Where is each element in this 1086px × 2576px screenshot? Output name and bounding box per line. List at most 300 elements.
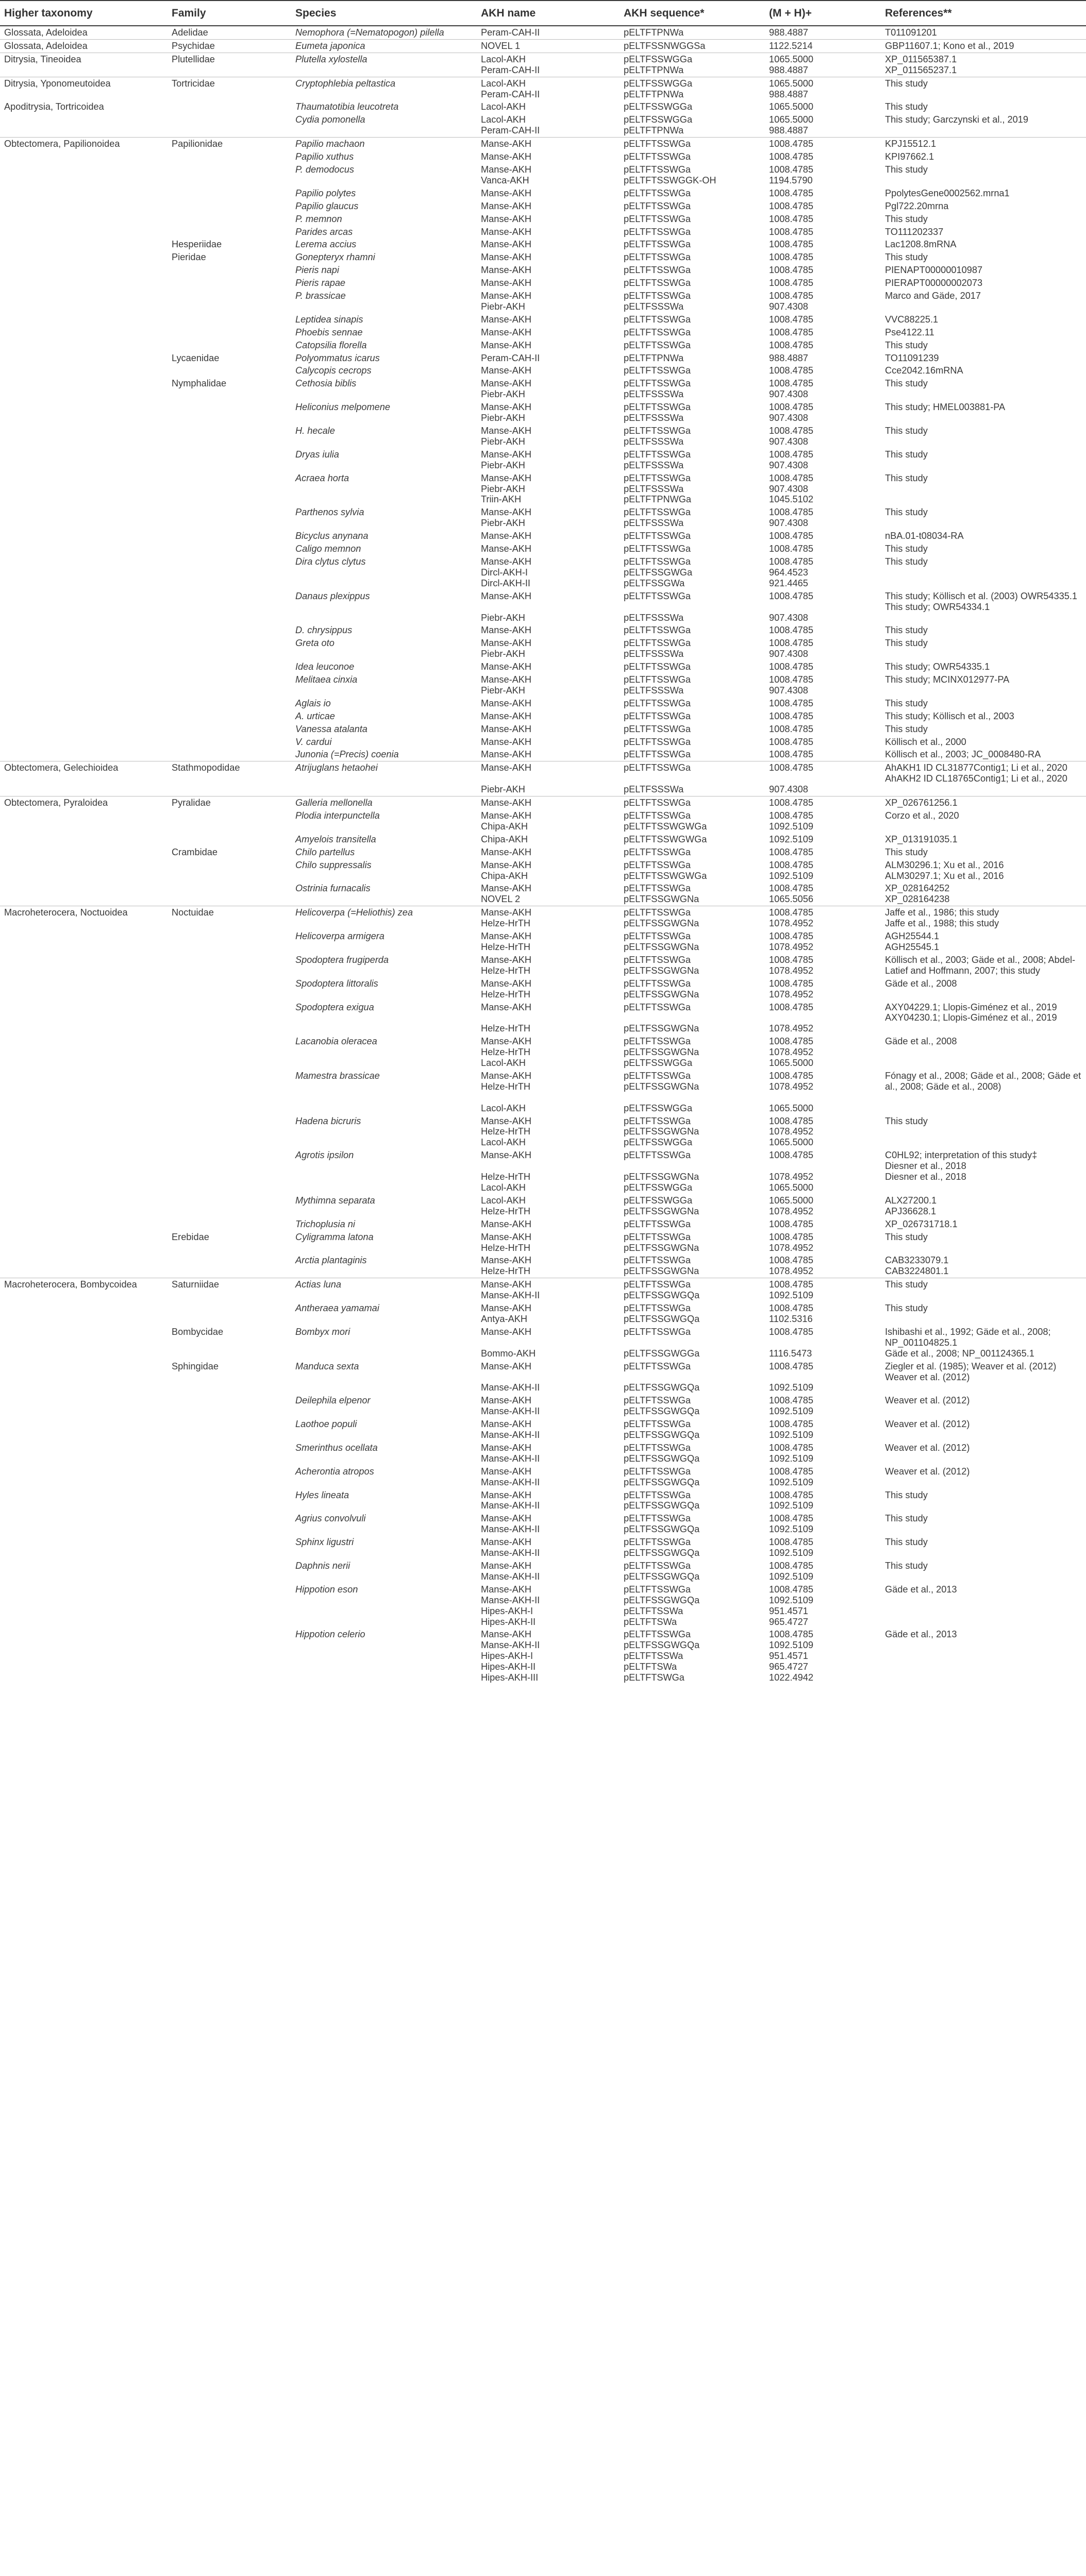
cell-species: Aglais io bbox=[295, 698, 331, 708]
cell-mass: 1008.4785 1092.5109 bbox=[769, 810, 813, 832]
cell-mass: 1008.4785 1078.4952 1065.5000 bbox=[769, 1036, 813, 1069]
cell-taxonomy: Macroheterocera, Bombycoidea bbox=[0, 1278, 168, 1302]
cell-taxonomy bbox=[0, 1070, 168, 1115]
cell-family bbox=[168, 187, 291, 200]
cell-taxonomy bbox=[0, 1583, 168, 1629]
cell-akh-name: Manse-AKH Dircl-AKH-I Dircl-AKH-II bbox=[481, 556, 532, 588]
cell-akh-name: Manse-AKH bbox=[481, 278, 532, 289]
table-row bbox=[0, 1442, 1086, 1465]
cell-taxonomy bbox=[0, 846, 168, 859]
table-row bbox=[0, 954, 1086, 977]
cell-mass: 1008.4785 1092.5109 bbox=[769, 1466, 813, 1487]
cell-family bbox=[168, 425, 291, 448]
cell-family bbox=[168, 710, 291, 723]
cell-taxonomy bbox=[0, 277, 168, 290]
cell-species: Galleria mellonella bbox=[291, 796, 477, 809]
cell-taxonomy: Obtectomera, Pyraloidea bbox=[0, 796, 168, 809]
table-row bbox=[0, 277, 1086, 290]
cell-mass: 1065.5000 988.4887 bbox=[769, 114, 813, 136]
cell-references: This study bbox=[885, 1537, 928, 1548]
cell-species: Danaus plexippus bbox=[295, 590, 370, 601]
cell-akh-sequence: pELTFTSSWGa pELTFSSGWGNa bbox=[624, 1002, 699, 1034]
cell-family: Pyralidae bbox=[168, 796, 291, 809]
cell-akh-sequence: pELTFTSSWGa pELTFSSGWGQa bbox=[624, 1419, 700, 1440]
cell-references: This study bbox=[885, 556, 928, 567]
cell-taxonomy bbox=[0, 697, 168, 710]
table-row bbox=[0, 1394, 1086, 1418]
cell-species: Junonia (=Precis) coenia bbox=[295, 749, 399, 760]
cell-akh-name: Manse-AKH bbox=[481, 239, 532, 250]
cell-akh-name: Manse-AKH Manse-AKH-II bbox=[481, 1537, 540, 1558]
cell-references: This study bbox=[885, 1231, 928, 1242]
cell-taxonomy bbox=[0, 326, 168, 339]
cell-taxonomy bbox=[0, 264, 168, 277]
cell-family bbox=[168, 697, 291, 710]
cell-taxonomy bbox=[0, 313, 168, 326]
cell-species: D. chrysippus bbox=[295, 625, 353, 636]
table-row bbox=[0, 326, 1086, 339]
table-row bbox=[0, 796, 1086, 809]
table-row bbox=[0, 1302, 1086, 1326]
cell-references: ALM30296.1; Xu et al., 2016 ALM30297.1; Xu et al., 2016 bbox=[885, 859, 1004, 881]
cell-family: Sphingidae bbox=[172, 1361, 219, 1371]
cell-references: TO111202337 bbox=[885, 226, 944, 237]
cell-taxonomy bbox=[0, 472, 168, 506]
cell-species: Hyles lineata bbox=[295, 1489, 349, 1500]
cell-taxonomy bbox=[0, 200, 168, 213]
cell-references: Cce2042.16mRNA bbox=[885, 365, 963, 376]
cell-akh-name: Manse-AKH bbox=[481, 213, 532, 224]
cell-family bbox=[168, 882, 291, 906]
cell-family: Nymphalidae bbox=[172, 378, 227, 389]
cell-references: This study bbox=[885, 1561, 928, 1571]
cell-akh-name: Manse-AKH Vanca-AKH bbox=[481, 164, 532, 185]
cell-references: This study; OWR54335.1 bbox=[885, 662, 990, 672]
cell-family bbox=[168, 1149, 291, 1194]
cell-mass: 1008.4785 1194.5790 bbox=[769, 164, 813, 185]
cell-taxonomy: Glossata, Adeloidea bbox=[0, 39, 168, 53]
cell-species: Eumeta japonica bbox=[291, 39, 477, 53]
cell-species: Papilio glaucus bbox=[295, 200, 359, 211]
cell-family bbox=[168, 313, 291, 326]
cell-species: P. demodocus bbox=[295, 164, 354, 175]
cell-taxonomy bbox=[0, 736, 168, 749]
cell-akh-sequence: pELTFTSSWGa bbox=[624, 531, 691, 541]
cell-mass: 1008.4785 1092.5109 bbox=[765, 1278, 881, 1302]
table-row bbox=[0, 882, 1086, 906]
cell-species: Amyelois transitella bbox=[295, 834, 376, 844]
cell-family bbox=[168, 660, 291, 673]
cell-references: This study bbox=[885, 449, 928, 460]
table-row bbox=[0, 543, 1086, 555]
cell-mass: 1008.4785 1078.4952 bbox=[765, 906, 881, 930]
cell-references: This study bbox=[885, 846, 928, 857]
cell-akh-name: Manse-AKH bbox=[481, 365, 532, 376]
cell-family bbox=[168, 226, 291, 239]
cell-species: Heliconius melpomene bbox=[295, 402, 390, 413]
cell-mass: 1065.5000 bbox=[769, 101, 813, 112]
cell-species: Acherontia atropos bbox=[295, 1466, 374, 1477]
cell-akh-sequence: pELTFTSSWGa pELTFSSSWa bbox=[624, 590, 691, 623]
cell-references: Weaver et al. (2012) bbox=[885, 1395, 970, 1406]
cell-akh-name: Manse-AKH Manse-AKH-II Hipes-AKH-I Hipes-AKH-II Hipes-AKH-III bbox=[481, 1629, 540, 1683]
cell-akh-name: Manse-AKH bbox=[481, 327, 532, 337]
cell-akh-sequence: pELTFTSSWGa pELTFSSSWa bbox=[624, 378, 691, 400]
cell-akh-sequence: pELTFTSSWGa bbox=[624, 265, 691, 276]
cell-mass: 1008.4785 bbox=[769, 365, 813, 376]
header-taxonomy: Higher taxonomy bbox=[0, 1, 168, 26]
cell-references: Pgl722.20mrna bbox=[885, 200, 949, 211]
cell-mass: 1008.4785 1092.5109 bbox=[769, 1419, 813, 1440]
cell-akh-name: Manse-AKH bbox=[481, 314, 532, 325]
cell-references: Weaver et al. (2012) bbox=[885, 1442, 970, 1453]
cell-references: Gäde et al., 2008 bbox=[885, 978, 957, 989]
cell-family bbox=[168, 264, 291, 277]
cell-family bbox=[168, 448, 291, 472]
cell-akh-name: Manse-AKH Helze-HrTH bbox=[481, 954, 532, 976]
cell-akh-sequence: pELTFTSSWGa pELTFSSGWGNa pELTFSSWGGa bbox=[624, 1036, 699, 1069]
cell-akh-sequence: pELTFTSSWGa pELTFSSGWGNa bbox=[624, 883, 699, 905]
cell-taxonomy bbox=[0, 882, 168, 906]
cell-mass: 1008.4785 1078.4952 1065.5000 bbox=[769, 1070, 813, 1113]
cell-references: This study bbox=[885, 1489, 928, 1500]
cell-species: Antheraea yamamai bbox=[295, 1303, 379, 1314]
cell-akh-name: Manse-AKH Helze-HrTH Lacol-AKH bbox=[481, 1150, 532, 1193]
cell-akh-sequence: pELTFSSWGGa pELTFTPNWa bbox=[624, 114, 693, 136]
cell-akh-name: Manse-AKH Piebr-AKH bbox=[481, 378, 532, 400]
table-row bbox=[0, 833, 1086, 846]
cell-akh-name: Lacol-AKH Peram-CAH-II bbox=[477, 53, 620, 77]
cell-references: PIENAPT00000010987 bbox=[885, 265, 983, 276]
cell-family bbox=[168, 339, 291, 352]
cell-akh-sequence: pELTFTSSWGa pELTFSSSWa bbox=[624, 426, 691, 447]
table-row bbox=[0, 1536, 1086, 1560]
table-header bbox=[0, 1, 1086, 26]
cell-akh-name: Manse-AKH bbox=[481, 736, 532, 747]
cell-family bbox=[168, 1628, 291, 1684]
cell-family bbox=[168, 1560, 291, 1583]
cell-species: Dryas iulia bbox=[295, 449, 339, 460]
cell-taxonomy bbox=[0, 113, 168, 137]
cell-taxonomy bbox=[0, 555, 168, 590]
cell-akh-name: Manse-AKH Piebr-AKH bbox=[481, 402, 532, 423]
cell-mass: 1008.4785 1078.4952 1065.5000 bbox=[769, 1115, 813, 1148]
cell-mass: 1008.4785 907.4308 bbox=[769, 291, 813, 312]
cell-family bbox=[168, 1583, 291, 1629]
cell-akh-name: Manse-AKH Piebr-AKH bbox=[481, 291, 532, 312]
cell-taxonomy bbox=[0, 624, 168, 637]
table-row bbox=[0, 401, 1086, 425]
cell-family bbox=[168, 1394, 291, 1418]
table-row bbox=[0, 339, 1086, 352]
cell-taxonomy bbox=[0, 1218, 168, 1231]
cell-taxonomy: Apoditrysia, Tortricoidea bbox=[4, 101, 104, 112]
cell-akh-name: Manse-AKH Manse-AKH-II bbox=[481, 1419, 540, 1440]
cell-family bbox=[168, 859, 291, 883]
cell-taxonomy bbox=[0, 448, 168, 472]
cell-akh-name: Manse-AKH Helze-HrTH bbox=[481, 1231, 532, 1253]
cell-akh-name: Manse-AKH Manse-AKH-II bbox=[481, 1361, 540, 1393]
cell-references: Corzo et al., 2020 bbox=[885, 810, 959, 821]
cell-taxonomy bbox=[0, 673, 168, 697]
cell-family: Erebidae bbox=[172, 1231, 209, 1242]
cell-akh-sequence: pELTFTSSWGa bbox=[624, 1218, 691, 1229]
cell-family bbox=[168, 213, 291, 226]
cell-akh-sequence: pELTFTSSWGa bbox=[624, 662, 691, 672]
table-row bbox=[0, 1254, 1086, 1278]
cell-references: CAB3233079.1 CAB3224801.1 bbox=[885, 1255, 949, 1277]
cell-akh-sequence: pELTFTSSWGa bbox=[624, 698, 691, 708]
cell-references: Gäde et al., 2008 bbox=[885, 1036, 957, 1047]
cell-taxonomy bbox=[0, 1418, 168, 1442]
cell-akh-sequence: pELTFTSSWGa pELTFSSGWGNa pELTFSSWGGa bbox=[624, 1150, 699, 1193]
table-row bbox=[0, 264, 1086, 277]
cell-references: This study bbox=[881, 77, 1086, 100]
table-row bbox=[0, 163, 1086, 187]
cell-species: Agrius convolvuli bbox=[295, 1513, 366, 1524]
cell-references: This study bbox=[885, 252, 928, 263]
cell-akh-sequence: pELTFTSSWGa pELTFSSGWGQa bbox=[624, 1489, 700, 1511]
cell-references: Weaver et al. (2012) bbox=[885, 1466, 970, 1477]
cell-mass: 1008.4785 1092.5109 bbox=[769, 1442, 813, 1464]
cell-references: PIERAPT00000002073 bbox=[885, 278, 983, 289]
cell-taxonomy bbox=[0, 187, 168, 200]
cell-akh-name: Peram-CAH-II bbox=[477, 26, 620, 39]
cell-akh-name: Manse-AKH bbox=[481, 698, 532, 708]
cell-family bbox=[168, 1489, 291, 1513]
cell-akh-name: Manse-AKH Chipa-AKH bbox=[481, 810, 532, 832]
cell-akh-name: Manse-AKH Piebr-AKH bbox=[481, 507, 532, 529]
cell-species: Melitaea cinxia bbox=[295, 674, 358, 685]
cell-species: Lerema accius bbox=[295, 239, 357, 250]
cell-taxonomy bbox=[0, 1001, 168, 1036]
cell-akh-sequence: pELTFTSSWGa bbox=[624, 544, 691, 554]
cell-akh-sequence: pELTFTSSWGa pELTFSSGWGQa bbox=[624, 1395, 700, 1417]
cell-species: Parthenos sylvia bbox=[295, 507, 364, 518]
cell-taxonomy bbox=[0, 1628, 168, 1684]
cell-akh-sequence: pELTFTSSWGa pELTFSSSWa bbox=[624, 638, 691, 659]
cell-species: Acraea horta bbox=[295, 472, 349, 483]
cell-family bbox=[168, 1254, 291, 1278]
cell-species: V. cardui bbox=[295, 736, 332, 747]
table-row bbox=[0, 251, 1086, 264]
cell-akh-sequence: pELTFTPNWa bbox=[620, 26, 765, 39]
cell-mass: 1008.4785 bbox=[769, 213, 813, 224]
cell-family bbox=[168, 530, 291, 543]
cell-mass: 1008.4785 1078.4952 1065.5000 bbox=[769, 1150, 813, 1193]
cell-references: XP_013191035.1 bbox=[885, 834, 958, 844]
cell-akh-sequence: pELTFTSSWGa pELTFSSGWGQa bbox=[624, 1537, 700, 1558]
cell-akh-name: Manse-AKH Piebr-AKH bbox=[481, 449, 532, 470]
cell-taxonomy bbox=[0, 723, 168, 736]
table-row bbox=[0, 660, 1086, 673]
cell-taxonomy bbox=[0, 530, 168, 543]
cell-species: Greta oto bbox=[295, 638, 335, 649]
cell-references: Pse4122.11 bbox=[885, 327, 934, 337]
cell-references: XP_026731718.1 bbox=[885, 1218, 958, 1229]
table-row bbox=[0, 1278, 1086, 1302]
cell-mass: 1008.4785 bbox=[769, 314, 813, 325]
cell-mass: 1008.4785 bbox=[769, 544, 813, 554]
cell-species: Leptidea sinapis bbox=[295, 314, 363, 325]
cell-akh-sequence: pELTFTSSWGa bbox=[624, 252, 691, 263]
cell-akh-name: Manse-AKH Piebr-AKH Triin-AKH bbox=[481, 472, 532, 505]
table-row bbox=[0, 472, 1086, 506]
cell-family: Tortricidae bbox=[168, 77, 291, 100]
cell-akh-name: Manse-AKH Helze-HrTH bbox=[481, 931, 532, 952]
table-row bbox=[0, 77, 1086, 100]
cell-species: Papilio machaon bbox=[291, 138, 477, 150]
cell-references: AhAKH1 ID CL31877Contig1; Li et al., 2020 AhAKH2 ID CL18765Contig1; Li et al., 2020 bbox=[881, 761, 1086, 796]
table-row bbox=[0, 846, 1086, 859]
table-row bbox=[0, 555, 1086, 590]
cell-family bbox=[168, 506, 291, 530]
cell-mass: 1008.4785 bbox=[769, 723, 813, 734]
cell-species: Calycopis cecrops bbox=[295, 365, 372, 376]
cell-family bbox=[168, 326, 291, 339]
cell-references: Fónagy et al., 2008; Gäde et al., 2008; Gäde et al., 2008; Gäde et al., 2008) bbox=[885, 1070, 1081, 1092]
cell-mass: 1008.4785 1078.4952 bbox=[769, 931, 813, 952]
cell-akh-name: Manse-AKH Bommo-AKH bbox=[481, 1326, 536, 1359]
table-row bbox=[0, 39, 1086, 53]
table-row bbox=[0, 150, 1086, 163]
cell-taxonomy bbox=[0, 660, 168, 673]
table-row bbox=[0, 1465, 1086, 1489]
table-row bbox=[0, 53, 1086, 77]
cell-family bbox=[168, 809, 291, 833]
cell-akh-sequence: pELTFSSWGGa bbox=[624, 101, 693, 112]
cell-mass: 1008.4785 bbox=[769, 200, 813, 211]
cell-mass: 1008.4785 907.4308 bbox=[769, 402, 813, 423]
cell-family: Bombycidae bbox=[172, 1326, 224, 1337]
cell-references: This study bbox=[885, 507, 928, 518]
cell-akh-name: Manse-AKH Manse-AKH-II bbox=[481, 1513, 540, 1535]
cell-species: Chilo partellus bbox=[295, 846, 355, 857]
cell-family bbox=[168, 150, 291, 163]
cell-mass: 1008.4785 bbox=[769, 749, 813, 760]
cell-mass: 1008.4785 1078.4952 bbox=[769, 1002, 813, 1034]
header-species: Species bbox=[291, 1, 477, 26]
cell-family bbox=[168, 100, 291, 113]
cell-family bbox=[168, 833, 291, 846]
cell-mass: 1008.4785 bbox=[765, 138, 881, 150]
table-row bbox=[0, 1628, 1086, 1684]
cell-akh-sequence: pELTFTSSWGa bbox=[624, 200, 691, 211]
cell-akh-sequence: pELTFTSSWGa pELTFTSSWGWGa bbox=[624, 859, 707, 881]
cell-mass: 988.4887 bbox=[769, 352, 808, 363]
cell-akh-name: Manse-AKH bbox=[477, 138, 620, 150]
cell-family: Stathmopodidae bbox=[168, 761, 291, 796]
cell-references: Marco and Gäde, 2017 bbox=[885, 291, 981, 301]
cell-taxonomy bbox=[0, 748, 168, 761]
cell-species: Cethosia biblis bbox=[295, 378, 357, 389]
cell-akh-sequence: pELTFTSSWGa bbox=[624, 710, 691, 721]
cell-akh-name: Manse-AKH bbox=[481, 662, 532, 672]
cell-akh-sequence: pELTFTSSWGa pELTFSSGWGQa bbox=[620, 1278, 765, 1302]
cell-mass: 1008.4785 bbox=[769, 625, 813, 636]
cell-species: Mythimna separata bbox=[295, 1195, 375, 1206]
cell-references: This study bbox=[885, 1513, 928, 1524]
table-row bbox=[0, 1418, 1086, 1442]
table-row bbox=[0, 1560, 1086, 1583]
cell-akh-name: Manse-AKH bbox=[481, 544, 532, 554]
cell-taxonomy bbox=[0, 1326, 168, 1360]
cell-mass: 1008.4785 bbox=[769, 327, 813, 337]
table-row bbox=[0, 637, 1086, 660]
header-akh-name: AKH name bbox=[477, 1, 620, 26]
cell-akh-sequence: pELTFTSSWGa pELTFSSGWGNa pELTFSSWGGa bbox=[624, 1070, 699, 1113]
cell-mass: 1008.4785 bbox=[769, 531, 813, 541]
cell-taxonomy bbox=[0, 1231, 168, 1255]
cell-mass: 1008.4785 bbox=[769, 265, 813, 276]
cell-mass: 1008.4785 1092.5109 bbox=[769, 1361, 813, 1393]
cell-references: ALX27200.1 APJ36628.1 bbox=[885, 1195, 937, 1216]
cell-family bbox=[168, 200, 291, 213]
cell-taxonomy: Glossata, Adeloidea bbox=[0, 26, 168, 39]
cell-mass: 1008.4785 1092.5109 bbox=[769, 1513, 813, 1535]
cell-akh-name: Manse-AKH Manse-AKH-II bbox=[481, 1489, 540, 1511]
cell-references: This study; Garczynski et al., 2019 bbox=[885, 114, 1028, 125]
cell-mass: 1008.4785 907.4308 bbox=[769, 449, 813, 470]
cell-species: Helicoverpa (=Heliothis) zea bbox=[291, 906, 477, 930]
cell-akh-name: Manse-AKH Manse-AKH-II bbox=[481, 1395, 540, 1417]
cell-akh-sequence: pELTFTSSWGa pELTFSSSWa bbox=[624, 449, 691, 470]
table-row bbox=[0, 1489, 1086, 1513]
cell-taxonomy: Macroheterocera, Noctuoidea bbox=[0, 906, 168, 930]
cell-references: This study bbox=[885, 340, 928, 350]
cell-akh-sequence: pELTFTSSWGa pELTFSSGWGGa bbox=[624, 1326, 700, 1359]
cell-family bbox=[168, 977, 291, 1001]
cell-species: Smerinthus ocellata bbox=[295, 1442, 378, 1453]
cell-references: Lac1208.8mRNA bbox=[885, 239, 957, 250]
cell-akh-name: Manse-AKH bbox=[481, 1218, 532, 1229]
cell-taxonomy bbox=[0, 1560, 168, 1583]
table-row bbox=[0, 113, 1086, 137]
cell-mass: 1008.4785 907.4308 bbox=[769, 638, 813, 659]
cell-taxonomy bbox=[0, 506, 168, 530]
cell-mass: 1008.4785 bbox=[769, 698, 813, 708]
cell-akh-name: NOVEL 1 bbox=[477, 39, 620, 53]
cell-taxonomy bbox=[0, 710, 168, 723]
cell-species: Hippotion celerio bbox=[295, 1629, 365, 1640]
cell-taxonomy bbox=[0, 213, 168, 226]
cell-taxonomy bbox=[0, 833, 168, 846]
cell-family bbox=[168, 1115, 291, 1149]
table-row bbox=[0, 425, 1086, 448]
cell-references: Gäde et al., 2013 bbox=[885, 1584, 957, 1595]
cell-mass: 1008.4785 bbox=[769, 736, 813, 747]
cell-taxonomy bbox=[0, 590, 168, 624]
cell-akh-sequence: pELTFTSSWGa bbox=[624, 625, 691, 636]
cell-family: Pieridae bbox=[172, 252, 206, 263]
table-row bbox=[0, 697, 1086, 710]
cell-family: Lycaenidae bbox=[172, 352, 220, 363]
cell-species: Bombyx mori bbox=[295, 1326, 350, 1337]
cell-taxonomy bbox=[0, 226, 168, 239]
cell-species: Nemophora (=Nematopogon) pilella bbox=[291, 26, 477, 39]
cell-akh-sequence: pELTFTSSWGa bbox=[624, 226, 691, 237]
cell-taxonomy: Obtectomera, Papilionoidea bbox=[0, 138, 168, 150]
table-row bbox=[0, 213, 1086, 226]
cell-species: Dira clytus clytus bbox=[295, 556, 366, 567]
cell-akh-sequence: pELTFTSSWGa bbox=[620, 796, 765, 809]
cell-mass: 1008.4785 bbox=[769, 340, 813, 350]
cell-family bbox=[168, 401, 291, 425]
cell-akh-sequence: pELTFTSSWGa bbox=[624, 749, 691, 760]
cell-references: Weaver et al. (2012) bbox=[885, 1419, 970, 1430]
cell-akh-name: Manse-AKH Piebr-AKH bbox=[477, 761, 620, 796]
cell-akh-sequence: pELTFTSSWGa bbox=[624, 365, 691, 376]
